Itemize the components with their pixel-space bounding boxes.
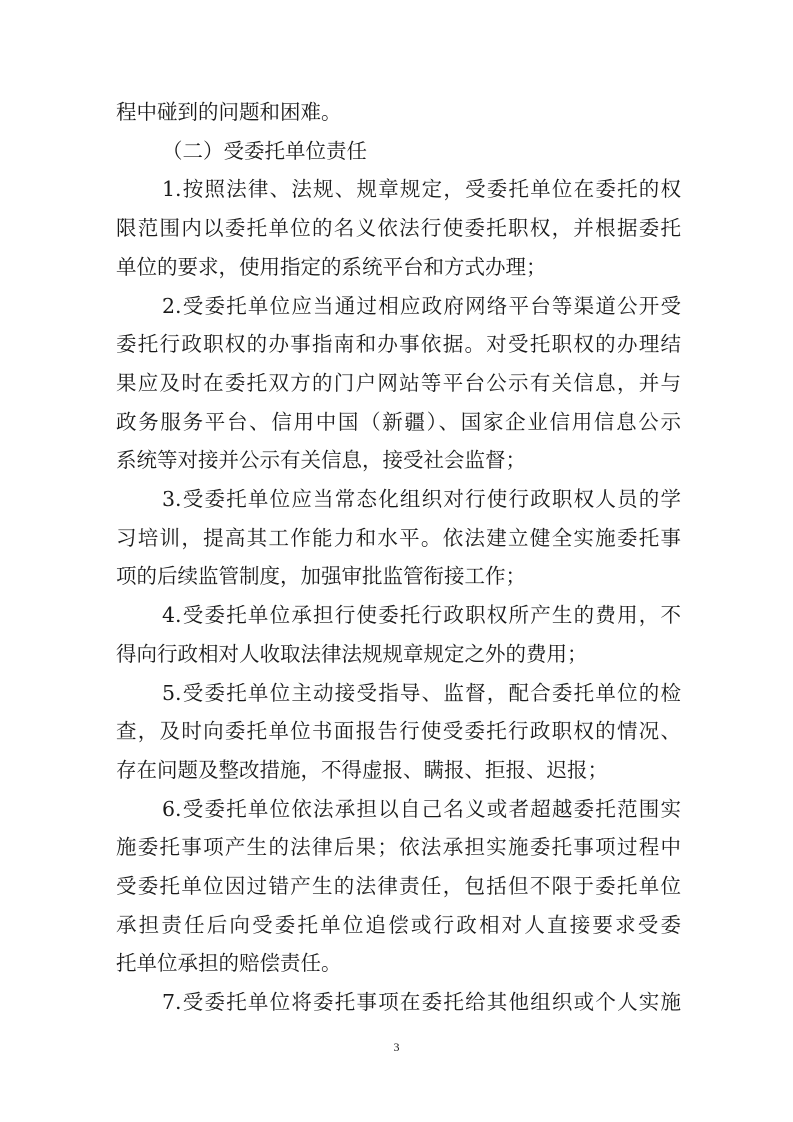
text-line: 得向行政相对人收取法律法规规章规定之外的费用；: [116, 642, 588, 666]
text-line: 政务服务平台、信用中国（新疆）、国家企业信用信息公示: [116, 410, 681, 434]
text-line: 习培训，提高其工作能力和水平。依法建立健全实施委托事: [116, 526, 681, 550]
text-line: 系统等对接并公示有关信息，接受社会监督；: [116, 448, 526, 472]
text-line: 限范围内以委托单位的名义依法行使委托职权，并根据委托: [116, 216, 681, 240]
text-line: 3.受委托单位应当常态化组织对行使行政职权人员的学: [162, 487, 681, 511]
text-line: 7.受委托单位将委托事项在委托给其他组织或个人实施: [162, 990, 681, 1014]
text-line: 承担责任后向受委托单位追偿或行政相对人直接要求受委: [116, 913, 681, 937]
text-line: 4.受委托单位承担行使委托行政职权所产生的费用，不: [162, 603, 681, 627]
text-line: 受委托单位因过错产生的法律责任，包括但不限于委托单位: [116, 874, 681, 898]
text-line: 程中碰到的问题和困难。: [116, 100, 342, 124]
text-line: 1.按照法律、法规、规章规定，受委托单位在委托的权: [162, 177, 681, 201]
text-line: 施委托事项产生的法律后果；依法承担实施委托事项过程中: [116, 835, 681, 859]
text-line: 项的后续监管制度，加强审批监管衔接工作；: [116, 564, 526, 588]
text-line: 5.受委托单位主动接受指导、监督，配合委托单位的检: [162, 681, 681, 705]
text-line: 6.受委托单位依法承担以自己名义或者超越委托范围实: [162, 797, 681, 821]
page-number: 3: [393, 1040, 400, 1054]
section-heading: （二）受委托单位责任: [162, 139, 367, 163]
text-line: 委托行政职权的办事指南和办事依据。对受托职权的办理结: [116, 332, 681, 356]
text-line: 果应及时在委托双方的门户网站等平台公示有关信息，并与: [116, 371, 681, 395]
text-line: 单位的要求，使用指定的系统平台和方式办理；: [116, 255, 547, 279]
text-line: 存在问题及整改措施，不得虚报、瞒报、拒报、迟报；: [116, 758, 608, 782]
text-line: 托单位承担的赔偿责任。: [116, 951, 342, 975]
text-line: 2.受委托单位应当通过相应政府网络平台等渠道公开受: [162, 294, 681, 318]
text-line: 查，及时向委托单位书面报告行使受委托行政职权的情况、: [116, 719, 681, 743]
